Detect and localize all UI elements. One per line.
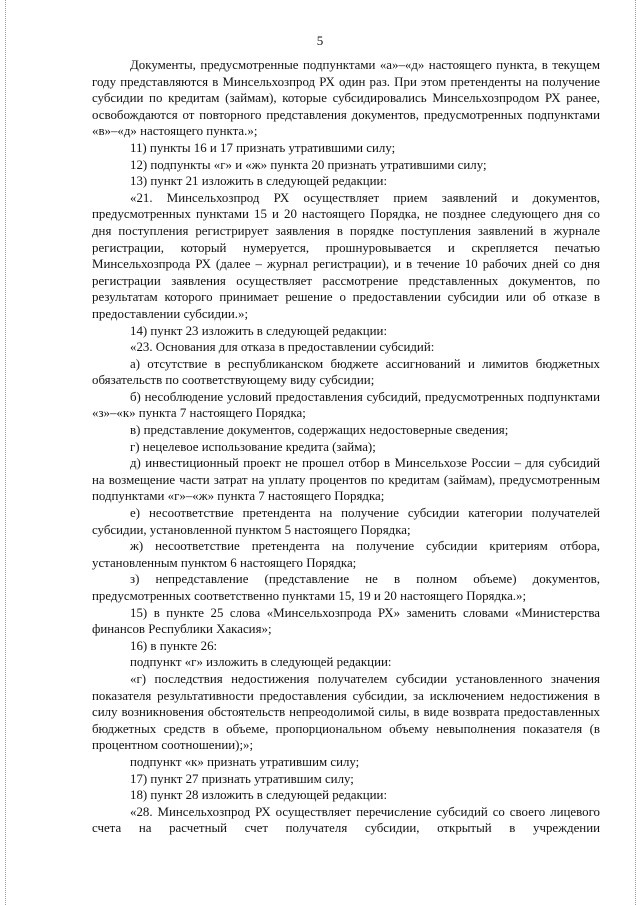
subpoint-z: з) непредставление (представление не в полном объеме) документов, предусмотренных соответственно пунктами 15, 19 и 20 настоящего Порядка.»; — [92, 572, 600, 603]
point-28-text: «28. Минсельхозпрод РХ осуществляет перечисление субсидий со своего лицевого счета на расчетный счет получателя субсидии, открытый в учреждении — [92, 804, 600, 836]
page-left-edge — [5, 0, 6, 905]
item-13: 13) пункт 21 изложить в следующей редакции: — [130, 174, 388, 189]
item-15: 15) в пункте 25 слова «Минсельхозпрода РХ» заменить словами «Министерства финансов Республики Хакасия»; — [92, 605, 600, 637]
subpoint-d: д) инвестиционный проект не прошел отбор в Минсельхозе России – для субсидий на возмещение части затрат на уплату процентов по кредитам (займам), предусмотренным подпунктами «г»–«ж» пункта 7 настоящего Порядка; — [92, 456, 600, 504]
paragraph-documents-once: Документы, предусмотренные подпунктами «а»–«д» настоящего пункта, в текущем году представляются в Минсельхозпрод РХ один раз. При этом претенденты на получение субсидии по кредитам (займам), которые субсидировались Минсельхозпродом РХ ранее, освобождаются от повторного представления документов, предусмотренных подпунктами «в»–«д» настоящего пункта.»; — [92, 58, 600, 139]
subpoint-k-repeal: подпункт «к» признать утратившим силу; — [130, 754, 360, 769]
point-23-heading: «23. Основания для отказа в предоставлении субсидий: — [130, 340, 435, 355]
subpoint-zh: ж) несоответствие претендента на получение субсидии критериям отбора, установленным пунктом 6 настоящего Порядка; — [92, 539, 600, 570]
subpoint-a: а) отсутствие в республиканском бюджете ассигнований и лимитов бюджетных обязательств по соответствующему виду субсидии; — [92, 356, 600, 388]
item-14: 14) пункт 23 изложить в следующей редакции: — [130, 323, 388, 338]
subpoint-g-text: «г) последствия недостижения получателем субсидии установленного значения показателя результативности предоставления субсидии, за исключением недостижения в силу возникновения обстоятельств непреодолимой силы, в виде возврата предоставленных бюджетных средств в объеме, пропорциональном объему невыполнения показателя (в процентном соотношении);»; — [92, 671, 600, 753]
document-body — [92, 57, 600, 837]
item-12: 12) подпункты «г» и «ж» пункта 20 признать утратившими силу; — [130, 157, 487, 172]
item-16: 16) в пункте 26: — [130, 638, 218, 653]
subpoint-b: б) несоблюдение условий предоставления субсидий, предусмотренных подпунктами «з»–«к» пункта 7 настоящего Порядка; — [92, 389, 600, 421]
item-11: 11) пункты 16 и 17 признать утратившими силу; — [130, 140, 396, 155]
item-17: 17) пункт 27 признать утратившим силу; — [130, 771, 354, 786]
page-number: 5 — [316, 33, 324, 48]
subpoint-g: г) нецелевое использование кредита (займа); — [130, 439, 376, 454]
page-right-edge — [635, 0, 636, 905]
subpoint-e: е) несоответствие претендента на получение субсидии категории получателей субсидии, установленной пунктом 5 настоящего Порядка; — [92, 506, 600, 537]
point-21-text: «21. Минсельхозпрод РХ осуществляет прием заявлений и документов, предусмотренных пунктами 15 и 20 настоящего Порядка, не позднее следующего дня со дня поступления регистрирует заявления в порядке поступления заявлений в журнале регистрации, который нумеруется, прошнуровывается и скрепляется печатью Минсельхозпрода РХ (далее – журнал регистрации), и в течение 10 рабочих дней со дня регистрации заявления осуществляет рассмотрение представленных документов, по результатам которого принимает решение о предоставлении субсидии или об отказе в предоставлении субсидии.»; — [92, 190, 600, 321]
item-18: 18) пункт 28 изложить в следующей редакции: — [130, 788, 388, 803]
subpoint-g-intro: подпункт «г» изложить в следующей редакции: — [130, 655, 392, 670]
subpoint-v: в) представление документов, содержащих недостоверные сведения; — [130, 423, 509, 438]
